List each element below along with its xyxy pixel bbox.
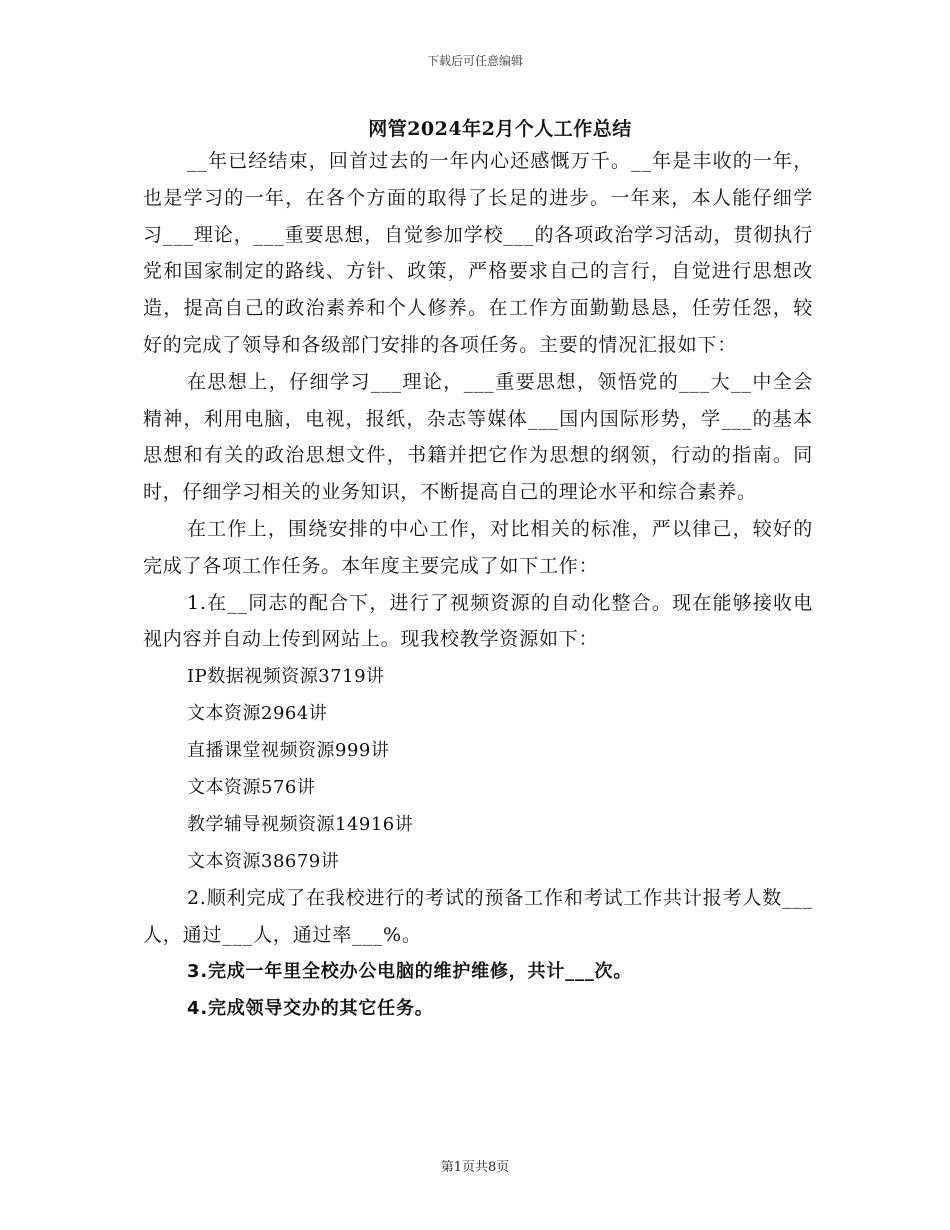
document-title: 网管2024年2月个人工作总结 <box>368 118 632 140</box>
resource-item: 文本资源576讲 <box>187 777 316 799</box>
resource-item: 直播课堂视频资源999讲 <box>187 740 390 762</box>
resource-item: IP数据视频资源3719讲 <box>187 666 385 688</box>
paragraph-intro: __年已经结束，回首过去的一年内心还感慨万千。__年是丰收的一年，也是学习的一年，在各个方面的取得了长足的进步。一年来，本人能仔细学习___理论，___重要思想，自觉参加学校___的各项政治学习活动，贯彻执行党和国家制定的路线、方针、政策，严格要求自己的言行，自觉进行思想改造，提高自己的政治素养和个人修养。在工作方面勤勤恳恳，任劳任怨，较好的完成了领导和各级部门安排的各项任务。主要的情况汇报如下： <box>143 150 813 356</box>
paragraph-item-4: 4.完成领导交办的其它任务。 <box>187 997 434 1019</box>
document-body <box>143 143 813 1027</box>
paragraph-work: 在工作上，围绕安排的中心工作，对比相关的标准，严以律己，较好的完成了各项工作任务。本年度主要完成了如下工作： <box>143 517 813 577</box>
paragraph-item-3: 3.完成一年里全校办公电脑的维护维修，共计___次。 <box>187 960 633 982</box>
paragraph-item-2: 2.顺利完成了在我校进行的考试的预备工作和考试工作共计报考人数___人，通过___人，通过率___%。 <box>143 887 813 946</box>
resource-item: 教学辅导视频资源14916讲 <box>187 814 414 836</box>
paragraph-item-1: 1.在__同志的配合下，进行了视频资源的自动化整合。现在能够接收电视内容并自动上传到网站上。现我校教学资源如下： <box>143 591 813 651</box>
resource-item: 文本资源38679讲 <box>187 851 340 873</box>
resource-item: 文本资源2964讲 <box>187 703 328 725</box>
paragraph-ideology: 在思想上，仔细学习___理论，___重要思想，领悟党的___大__中全会精神，利用电脑，电视，报纸，杂志等媒体___国内国际形势，学___的基本思想和有关的政治思想文件，书籍并把它作为思想的纲领，行动的指南。同时，仔细学习相关的业务知识，不断提高自己的理论水平和综合素养。 <box>143 370 813 504</box>
page-footer: 第1页共8页 <box>440 1160 510 1175</box>
resource-list <box>143 658 813 880</box>
page-header: 下载后可任意编辑 <box>426 54 523 68</box>
